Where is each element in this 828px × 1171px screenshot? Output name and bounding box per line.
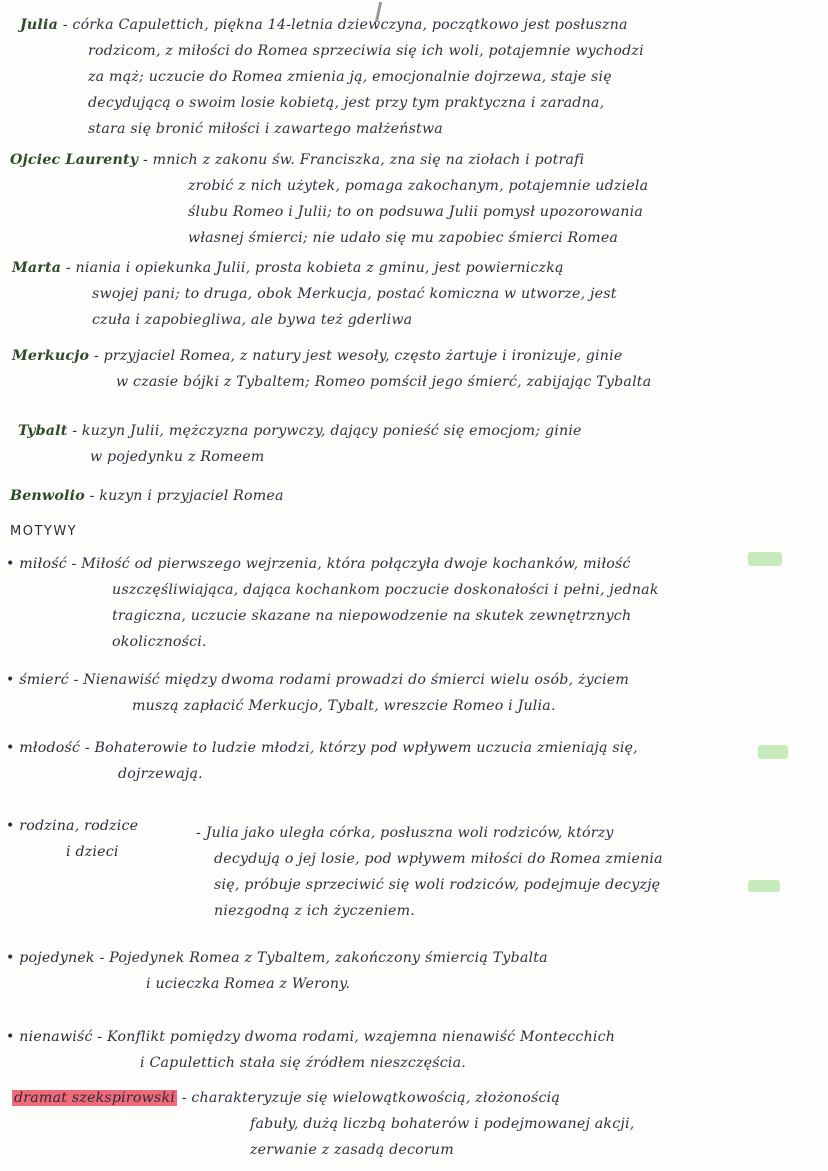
- character-entry-tybalt: Tybalt - kuzyn Julii, mężczyzna porywczy, dający ponieść się emocjom; ginie w pojedynku z Romeem: [18, 418, 822, 470]
- entry-line: czuła i zapobiegliwa, ale bywa też gderliwa: [92, 312, 413, 328]
- entry-line: własnej śmierci; nie udało się mu zapobiec śmierci Romea: [188, 230, 619, 246]
- motif-name: • śmierć: [6, 672, 69, 688]
- motif-entry-mlodosc: • młodość - Bohaterowie to ludzie młodzi, którzy pod wpływem uczucia zmieniają się, dojrzewają.: [6, 735, 822, 787]
- motif-entry-nienawisc: • nienawiść - Konflikt pomiędzy dwoma rodami, wzajemna nienawiść Montecchich i Capulettich stała się źródłem nieszczęścia.: [6, 1024, 822, 1076]
- entry-line: i ucieczka Romea z Werony.: [146, 976, 351, 992]
- character-name: Julia: [20, 17, 58, 33]
- entry-line: kuzyn i przyjaciel Romea: [99, 488, 284, 504]
- dramat-term-highlight: dramat szekspirowski: [14, 1090, 175, 1106]
- character-entry-merkucjo: Merkucjo - przyjaciel Romea, z natury jest wesoły, często żartuje i ironizuje, ginie w czasie bójki z Tybaltem; Romeo pomścił jego śmierć, zabijając Tybalta: [12, 343, 822, 395]
- entry-line: zrobić z nich użytek, pomaga zakochanym, potajemnie udziela: [188, 178, 649, 194]
- motif-entry-smierc: • śmierć - Nienawiść między dwoma rodami prowadzi do śmierci wielu osób, życiem muszą zapłacić Merkucjo, Tybalt, wreszcie Romeo i Julia.: [6, 667, 822, 719]
- character-entry-marta: Marta - niania i opiekunka Julii, prosta kobieta z gminu, jest powierniczką swojej pani; to druga, obok Merkucja, postać komiczna w utworze, jest czuła i zapobiegliwa, ale bywa też gderliwa: [12, 255, 822, 333]
- motif-name: • rodzina, rodzice: [6, 818, 139, 834]
- entry-line: niezgodną z ich życzeniem.: [214, 903, 416, 919]
- entry-line: Julia jako uległa córka, posłuszna woli rodziców, którzy: [205, 825, 614, 841]
- motif-name: • nienawiść: [6, 1029, 93, 1045]
- motif-name-continued: i dzieci: [66, 844, 119, 860]
- entry-line: Pojedynek Romea z Tybaltem, zakończony śmiercią Tybalta: [109, 950, 548, 966]
- entry-line: fabuły, dużą liczbą bohaterów i podejmowanej akcji,: [250, 1116, 635, 1132]
- entry-line: okoliczności.: [112, 634, 207, 650]
- entry-line: w pojedynku z Romeem: [90, 449, 265, 465]
- character-name: Merkucjo: [12, 348, 90, 364]
- motif-entry-rodzina: - Julia jako uległa córka, posłuszna woli rodziców, którzy decydują o jej losie, pod wpływem miłości do Romea zmienia się, próbuje sprzeciwić się woli rodziców, podejmuje decyzję niezgodną z ich życzeniem.: [196, 820, 816, 924]
- entry-line: swojej pani; to druga, obok Merkucja, postać komiczna w utworze, jest: [92, 286, 617, 302]
- motif-name: • młodość: [6, 740, 81, 756]
- entry-line: uszczęśliwiająca, dająca kochankom poczucie doskonałości i pełni, jednak: [112, 582, 659, 598]
- entry-line: tragiczna, uczucie skazane na niepowodzenie na skutek zewnętrznych: [112, 608, 632, 624]
- entry-line: się, próbuje sprzeciwić się woli rodziców, podejmuje decyzję: [214, 877, 661, 893]
- entry-line: w czasie bójki z Tybaltem; Romeo pomścił jego śmierć, zabijając Tybalta: [116, 374, 652, 390]
- entry-line: muszą zapłacić Merkucjo, Tybalt, wreszcie Romeo i Julia.: [132, 698, 556, 714]
- dramat-entry: dramat szekspirowski - charakteryzuje się wielowątkowością, złożonością fabuły, dużą liczbą bohaterów i podejmowanej akcji, zerwanie z zasadą decorum: [12, 1085, 822, 1163]
- character-name: Tybalt: [18, 423, 68, 439]
- character-name: Benwolio: [10, 488, 85, 504]
- character-entry-benwolio: Benwolio - kuzyn i przyjaciel Romea: [10, 488, 284, 504]
- entry-line: charakteryzuje się wielowątkowością, złożonością: [191, 1090, 560, 1106]
- motif-name: • miłość: [6, 556, 67, 572]
- character-name: Marta: [12, 260, 62, 276]
- character-entry-laurenty: Ojciec Laurenty - mnich z zakonu św. Franciszka, zna się na ziołach i potrafi zrobić z nich użytek, pomaga zakochanym, potajemnie udziela ślubu Romeo i Julii; to on podsuwa Julii pomysł upozorowania własnej śmierci; nie udało się mu zapobiec śmierci Romea: [10, 147, 820, 251]
- entry-line: zerwanie z zasadą decorum: [250, 1142, 454, 1158]
- entry-line: Konflikt pomiędzy dwoma rodami, wzajemna nienawiść Montecchich: [107, 1029, 616, 1045]
- entry-line: stara się bronić miłości i zawartego małżeństwa: [88, 121, 443, 137]
- entry-line: przyjaciel Romea, z natury jest wesoły, często żartuje i ironizuje, ginie: [103, 348, 623, 364]
- entry-line: i Capulettich stała się źródłem nieszczęścia.: [140, 1055, 466, 1071]
- entry-line: decydują o jej losie, pod wpływem miłości do Romea zmienia: [214, 851, 663, 867]
- entry-line: ślubu Romeo i Julii; to on podsuwa Julii pomysł upozorowania: [188, 204, 644, 220]
- entry-line: kuzyn Julii, mężczyzna porywczy, dający ponieść się emocjom; ginie: [81, 423, 582, 439]
- entry-line: decydującą o swoim losie kobietą, jest przy tym praktyczna i zaradna,: [88, 95, 605, 111]
- entry-line: Miłość od pierwszego wejrzenia, która połączyła dwoje kochanków, miłość: [81, 556, 631, 572]
- entry-line: dojrzewają.: [118, 766, 203, 782]
- entry-line: Nienawiść między dwoma rodami prowadzi do śmierci wielu osób, życiem: [83, 672, 630, 688]
- entry-line: niania i opiekunka Julii, prosta kobieta z gminu, jest powierniczką: [75, 260, 564, 276]
- motif-name: • pojedynek: [6, 950, 95, 966]
- motif-entry-milosc: • miłość - Miłość od pierwszego wejrzenia, która połączyła dwoje kochanków, miłość uszczęśliwiająca, dająca kochankom poczucie doskonałości i pełni, jednak tragiczna, uczucie skazane na niepowodzenie na skutek zewnętrznych okoliczności.: [6, 551, 822, 655]
- motifs-heading: MOTYWY: [10, 524, 78, 539]
- character-name: Ojciec Laurenty: [10, 152, 139, 168]
- entry-line: rodzicom, z miłości do Romea sprzeciwia się ich woli, potajemnie wychodzi: [88, 43, 644, 59]
- entry-line: mnich z zakonu św. Franciszka, zna się na ziołach i potrafi: [152, 152, 585, 168]
- motif-entry-pojedynek: • pojedynek - Pojedynek Romea z Tybaltem, zakończony śmiercią Tybalta i ucieczka Romea z Werony.: [6, 945, 822, 997]
- entry-line: córka Capulettich, piękna 14-letnia dziewczyna, początkowo jest posłuszna: [72, 17, 628, 33]
- entry-line: Bohaterowie to ludzie młodzi, którzy pod wpływem uczucia zmieniają się,: [94, 740, 638, 756]
- character-entry-julia: Julia - córka Capulettich, piękna 14-letnia dziewczyna, początkowo jest posłuszna rodzicom, z miłości do Romea sprzeciwia się ich woli, potajemnie wychodzi za mąż; uczucie do Romea zmienia ją, emocjonalnie dojrzewa, staje się decydującą o swoim losie kobietą, jest przy tym praktyczna i zaradna, stara się bronić miłości i zawartego małżeństwa: [20, 12, 820, 142]
- motif-entry-rodzina-term: [6, 813, 186, 865]
- entry-line: za mąż; uczucie do Romea zmienia ją, emocjonalnie dojrzewa, staje się: [88, 69, 612, 85]
